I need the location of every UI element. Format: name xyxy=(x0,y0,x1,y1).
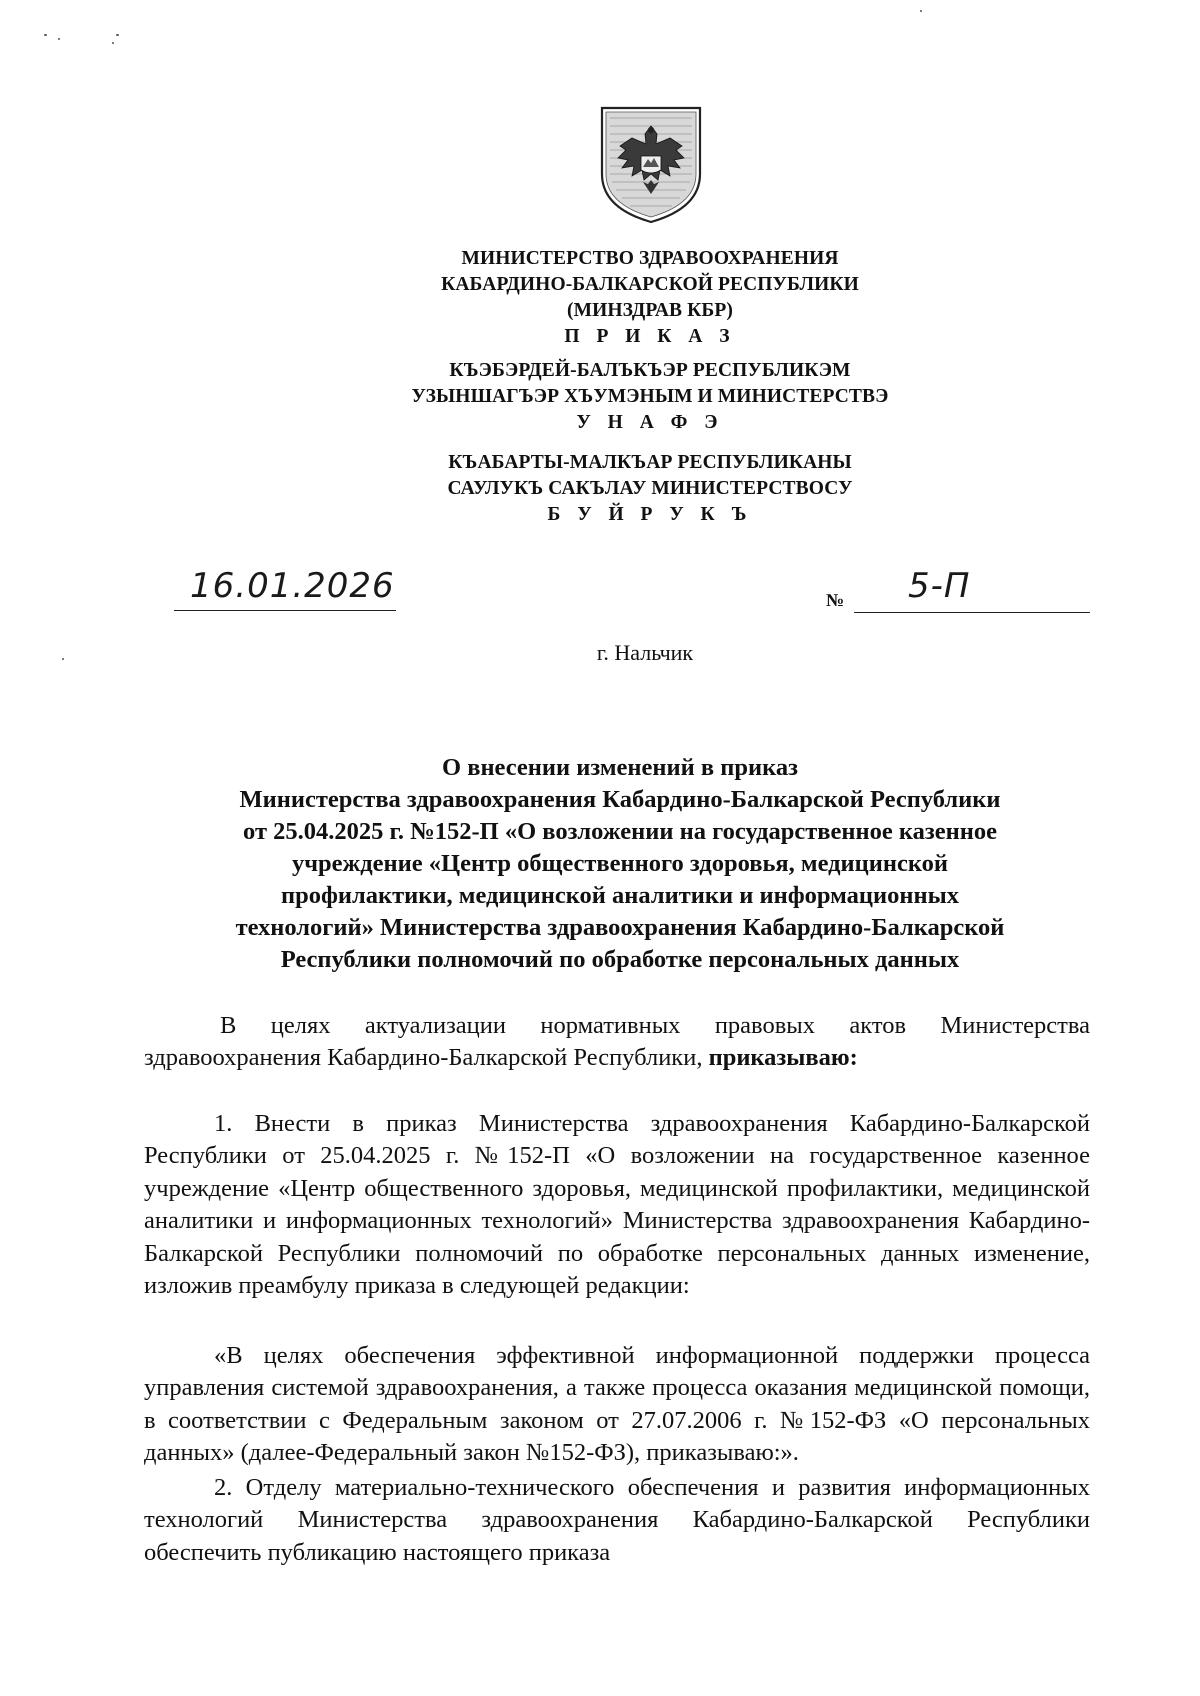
city: г. Нальчик xyxy=(596,640,694,665)
title-line: Министерства здравоохранения Кабардино-Балкарской Республики xyxy=(239,786,1001,813)
speck xyxy=(58,38,60,40)
title-line: учреждение «Центр общественного здоровья, медицинской xyxy=(291,850,949,877)
ministry-name-line2: КАБАРДИНО-БАЛКАРСКОЙ РЕСПУБЛИКИ xyxy=(441,274,859,295)
number-label: № xyxy=(826,590,845,610)
title-line: Республики полномочий по обработке персональных данных xyxy=(280,946,960,973)
speck xyxy=(112,42,114,44)
ministry-name-kbd-line1: КЪЭБЭРДЕЙ-БАЛЪКЪЭР РЕСПУБЛИКЭМ xyxy=(449,360,851,381)
quoted-preamble-paragraph: «В целях обеспечения эффективной информационной поддержки процесса управления системой здравоохранения, а также процесса оказания медицинской помощи, в соответствии с Федеральным законом от 27.07.2006 г. №152-ФЗ «О персональных данных» (далее-Федеральный закон №152-ФЗ), приказываю:». xyxy=(144,1342,1090,1467)
doc-type-ru: П Р И К А З xyxy=(564,326,736,347)
order-title xyxy=(150,752,1090,976)
speck xyxy=(62,658,64,660)
date-underline xyxy=(174,610,396,611)
coat-of-arms-icon xyxy=(596,104,706,226)
ministry-abbreviation: (МИНЗДРАВ КБР) xyxy=(567,300,733,321)
preamble-paragraph xyxy=(144,1010,1090,1075)
number-underline xyxy=(854,612,1090,613)
order-date: 16.01.2026 xyxy=(190,566,395,606)
title-line: технологий» Министерства здравоохранения Кабардино-Балкарской xyxy=(235,914,1005,941)
title-line: профилактики, медицинской аналитики и информационных xyxy=(280,882,960,909)
ministry-name-kbd-line2: УЗЫНШАГЪЭР ХЪУМЭНЫМ И МИНИСТЕРСТВЭ xyxy=(411,386,889,407)
doc-type-kbd: У Н А Ф Э xyxy=(576,412,724,433)
doc-type-krc: Б У Й Р У К Ъ xyxy=(547,504,753,525)
speck xyxy=(44,34,47,36)
ministry-header-ru xyxy=(300,246,1000,350)
preamble-command: приказываю: xyxy=(708,1044,858,1072)
title-line: О внесении изменений в приказ xyxy=(442,754,798,781)
order-number: 5-П xyxy=(908,566,971,606)
ministry-name-krc-line1: КЪАБАРТЫ-МАЛКЪАР РЕСПУБЛИКАНЫ xyxy=(448,452,852,473)
speck xyxy=(116,34,119,36)
ministry-name-line1: МИНИСТЕРСТВО ЗДРАВООХРАНЕНИЯ xyxy=(461,248,839,269)
ministry-header-krc xyxy=(300,450,1000,528)
preamble-text: В целях актуализации нормативных правовых актов Министерства здравоохранения Кабардино-Балкарской Республики, xyxy=(144,1012,1090,1072)
item-2-paragraph: 2. Отделу материально-технического обеспечения и развития информационных технологий Министерства здравоохранения Кабардино-Балкарской Республики обеспечить публикацию настоящего приказа xyxy=(144,1474,1090,1566)
item-1-paragraph: 1. Внести в приказ Министерства здравоохранения Кабардино-Балкарской Республики от 25.04.2025 г. №152-П «О возложении на государственное казенное учреждение «Центр общественного здоровья, медицинской профилактики, медицинской аналитики и информационных технологий» Министерства здравоохранения Кабардино-Балкарской Республики полномочий по обработке персональных данных изменение, изложив преамбулу приказа в следующей редакции: xyxy=(144,1110,1090,1300)
title-line: от 25.04.2025 г. №152-П «О возложении на государственное казенное xyxy=(243,818,997,845)
ministry-header-kbd xyxy=(300,358,1000,436)
ministry-name-krc-line2: САУЛУКЪ САКЪЛАУ МИНИСТЕРСТВОСУ xyxy=(447,478,853,499)
speck xyxy=(920,10,922,12)
